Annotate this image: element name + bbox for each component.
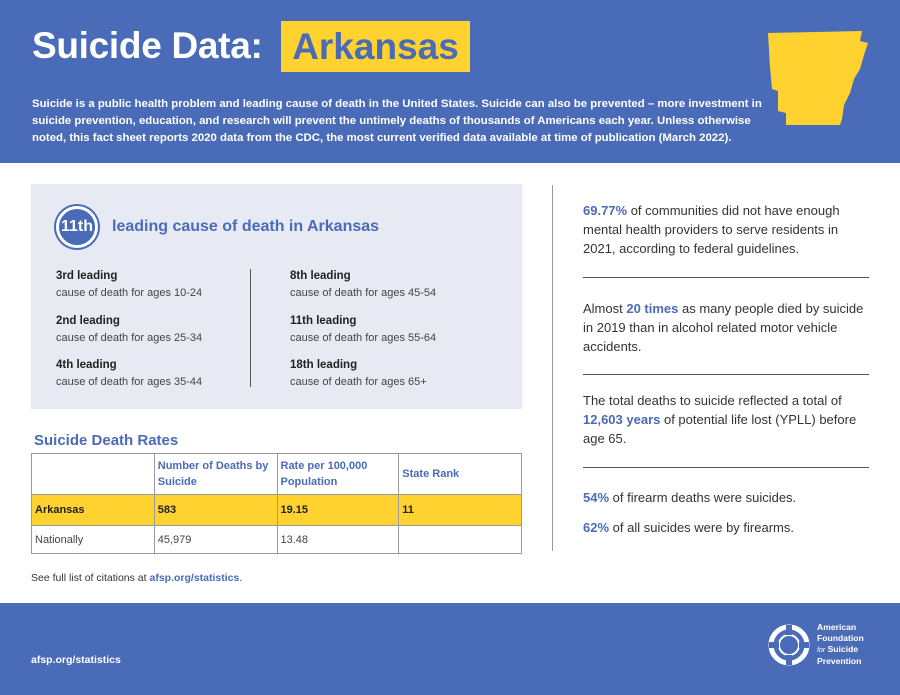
stat-text: The total deaths to suicide reflected a total of: [583, 393, 842, 408]
table-row: [32, 495, 522, 526]
stat-highlight: 12,603 years: [583, 412, 661, 427]
stat-separator: [583, 467, 869, 468]
stat-providers: [583, 201, 873, 258]
table-header-cell: [32, 454, 155, 495]
footer-banner: [0, 603, 900, 695]
stat-text: Almost: [583, 301, 627, 316]
stat-text: of communities did not have enough mental health providers to serve residents in 2021, according to federal guidelines.: [583, 203, 840, 256]
stat-ypll: [583, 391, 873, 448]
footer-link[interactable]: afsp.org/statistics: [31, 654, 121, 666]
org-logo-text: [817, 622, 864, 667]
table-cell: Nationally: [32, 526, 155, 554]
intro-paragraph: Suicide is a public health problem and leading cause of death in the United States. Suicide can also be prevented – more investment in suicide prevention, education, and research will prevent the untimely deaths of thousands of Americans each year. Unless otherwise noted, this fact sheet reports 2020 data from the CDC, the most current verified data available at time of publication (March 2022).: [32, 98, 762, 144]
age-desc: cause of death for ages 65+: [290, 376, 427, 388]
age-rank: 18th leading: [290, 359, 358, 371]
age-rank: 2nd leading: [56, 315, 120, 327]
age-group-item: [56, 313, 256, 347]
stat-highlight: 54%: [583, 490, 610, 505]
lifebuoy-logo-icon: [768, 624, 810, 666]
table-cell: Arkansas: [32, 495, 155, 526]
org-name-line: Foundation: [817, 633, 864, 643]
org-name-line: Suicide: [827, 644, 859, 654]
citation-suffix: .: [239, 572, 243, 584]
age-group-item: [56, 268, 256, 302]
table-header-cell: State Rank: [399, 454, 522, 495]
state-name-badge: Arkansas: [281, 21, 470, 72]
table-row: [32, 526, 522, 554]
stat-firearm-suicides: [583, 518, 873, 537]
table-cell: [399, 526, 522, 554]
age-rank: 8th leading: [290, 270, 351, 282]
stat-highlight: 62%: [583, 520, 610, 535]
citation-prefix: See full list of citations at: [31, 572, 150, 584]
stat-highlight: 69.77%: [583, 203, 628, 218]
rank-label: leading cause of death in Arkansas: [112, 218, 380, 235]
rates-title: Suicide Death Rates: [34, 432, 179, 449]
table-header-cell: Number of Deaths by Suicide: [154, 454, 277, 495]
age-desc: cause of death for ages 55-64: [290, 332, 437, 344]
stat-text: of all suicides were by firearms.: [609, 520, 794, 535]
rates-table: [31, 453, 522, 554]
age-rank: 11th leading: [290, 315, 357, 327]
org-name-for: for: [817, 647, 826, 654]
table-cell: 583: [154, 495, 277, 526]
stat-text: of potential life lost (YPLL) before age 65.: [583, 412, 857, 446]
stat-highlight: 20 times: [626, 301, 679, 316]
org-name-line: American: [817, 622, 857, 632]
citation-link[interactable]: afsp.org/statistics: [149, 572, 240, 584]
stat-alcohol: [583, 299, 873, 356]
age-rank: 3rd leading: [56, 270, 118, 282]
stat-text: of firearm deaths were suicides.: [609, 490, 797, 505]
age-group-item: [56, 357, 256, 391]
table-cell: 11: [399, 495, 522, 526]
page-title: Suicide Data:: [32, 25, 263, 66]
age-group-item: [290, 268, 490, 302]
stat-text: as many people died by suicide in 2019 than in alcohol related motor vehicle accidents.: [583, 301, 864, 354]
table-cell: 45,979: [154, 526, 277, 554]
table-cell: 19.15: [277, 495, 399, 526]
arkansas-map-icon: [764, 27, 870, 127]
table-cell: 13.48: [277, 526, 399, 554]
age-group-item: [290, 313, 490, 347]
age-desc: cause of death for ages 35-44: [56, 376, 203, 388]
stat-separator: [583, 277, 869, 278]
column-divider: [552, 185, 553, 551]
table-header-cell: Rate per 100,000 Population: [277, 454, 399, 495]
age-group-item: [290, 357, 490, 391]
stat-separator: [583, 374, 869, 375]
age-desc: cause of death for ages 10-24: [56, 287, 203, 299]
citation-note: [31, 572, 242, 584]
age-desc: cause of death for ages 45-54: [290, 287, 437, 299]
table-header-row: [32, 454, 522, 495]
rank-badge: 11th: [56, 206, 98, 248]
age-rank: 4th leading: [56, 359, 117, 371]
age-desc: cause of death for ages 25-34: [56, 332, 203, 344]
org-name-line: Prevention: [817, 656, 862, 666]
stat-firearm-deaths: [583, 488, 873, 507]
